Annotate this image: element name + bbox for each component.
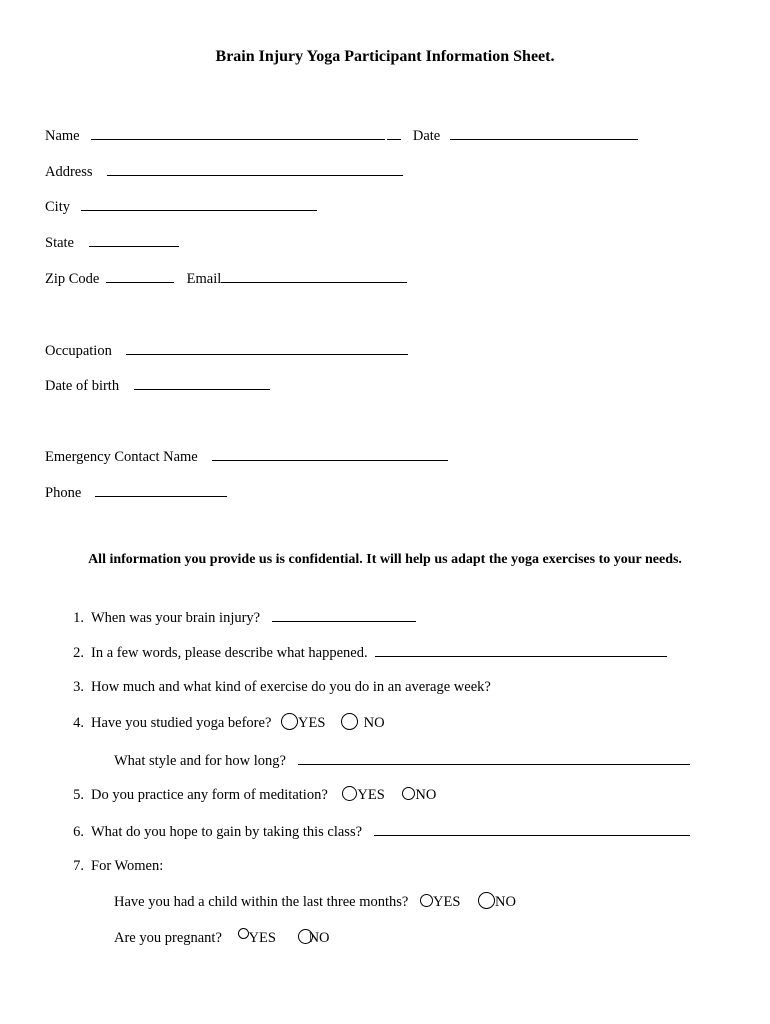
date-label: Date xyxy=(412,128,441,144)
form-title: Brain Injury Yoga Participant Information Sheet. xyxy=(215,48,555,65)
email-input[interactable] xyxy=(221,268,371,283)
phone-row xyxy=(45,482,227,502)
no-label: NO xyxy=(308,930,330,946)
occupation-label: Occupation xyxy=(45,343,112,359)
question-6 xyxy=(62,821,690,841)
yes-label: YES xyxy=(298,715,326,731)
zip-email-row xyxy=(45,268,407,288)
question-text: What do you hope to gain by taking this class? xyxy=(91,824,363,840)
emergency-row xyxy=(45,446,448,466)
question-number: 1. xyxy=(73,610,84,626)
email-label: Email xyxy=(186,271,222,287)
name-input-extra xyxy=(387,125,401,140)
question-subtext: What style and for how long? xyxy=(114,753,286,769)
yes-label: YES xyxy=(248,930,276,946)
question-text: Have you studied yoga before? xyxy=(91,715,272,731)
city-row xyxy=(45,196,317,216)
question-number: 7. xyxy=(73,858,84,874)
city-input[interactable] xyxy=(81,196,253,211)
confidential-notice: All information you provide us is confidential. It will help us adapt the yoga exercises to your needs. xyxy=(88,552,682,567)
phone-input[interactable] xyxy=(95,482,227,497)
question-text: For Women: xyxy=(91,858,164,874)
question-text: When was your brain injury? xyxy=(91,610,261,626)
address-input-extra xyxy=(347,161,403,176)
question-7-sub-1 xyxy=(114,892,516,911)
question-2 xyxy=(62,642,667,662)
dob-input[interactable] xyxy=(134,375,262,390)
name-label: Name xyxy=(45,128,80,144)
injury-description-input[interactable] xyxy=(375,642,667,657)
child-yes-radio[interactable] xyxy=(420,894,433,907)
dob-row xyxy=(45,375,270,395)
question-7-sub-2 xyxy=(114,928,330,947)
occupation-row xyxy=(45,340,408,360)
yes-label: YES xyxy=(432,894,461,910)
class-goal-input[interactable] xyxy=(374,821,690,836)
meditation-no-radio[interactable] xyxy=(402,787,415,800)
no-label: NO xyxy=(363,715,385,731)
date-input-extra xyxy=(586,125,638,140)
zip-input[interactable] xyxy=(106,268,174,283)
question-7 xyxy=(62,857,163,875)
question-4-sub xyxy=(114,750,690,770)
question-number: 6. xyxy=(73,824,84,840)
question-4 xyxy=(62,713,385,732)
question-subtext: Have you had a child within the last three months? xyxy=(114,894,409,910)
address-row xyxy=(45,161,403,181)
question-number: 4. xyxy=(73,715,84,731)
question-number: 3. xyxy=(73,679,84,695)
meditation-yes-radio[interactable] xyxy=(342,786,357,801)
name-input[interactable] xyxy=(91,125,385,140)
address-input[interactable] xyxy=(107,161,347,176)
question-1 xyxy=(62,607,416,627)
question-5 xyxy=(62,786,436,804)
child-no-radio[interactable] xyxy=(478,892,495,909)
state-input[interactable] xyxy=(89,232,179,247)
pregnant-yes-radio[interactable] xyxy=(238,928,249,939)
state-label: State xyxy=(45,235,74,251)
zip-label: Zip Code xyxy=(45,271,100,287)
yoga-no-radio[interactable] xyxy=(341,713,358,730)
email-input-extra xyxy=(371,268,407,283)
yoga-style-input[interactable] xyxy=(298,750,690,765)
question-number: 5. xyxy=(73,787,84,803)
yes-label: YES xyxy=(357,787,385,803)
yoga-yes-radio[interactable] xyxy=(281,713,298,730)
dob-input-extra xyxy=(262,375,270,390)
phone-label: Phone xyxy=(45,485,82,501)
address-label: Address xyxy=(45,164,93,180)
city-input-extra xyxy=(253,196,317,211)
question-text: In a few words, please describe what happened. xyxy=(91,645,368,661)
date-input[interactable] xyxy=(450,125,586,140)
injury-date-input[interactable] xyxy=(272,607,416,622)
question-subtext: Are you pregnant? xyxy=(114,930,222,946)
emergency-name-input[interactable] xyxy=(212,446,448,461)
name-row xyxy=(45,125,638,145)
state-row xyxy=(45,232,179,252)
no-label: NO xyxy=(495,894,516,910)
question-text: Do you practice any form of meditation? xyxy=(91,787,328,803)
occupation-input[interactable] xyxy=(126,340,346,355)
no-label: NO xyxy=(415,787,437,803)
question-3 xyxy=(62,678,491,696)
city-label: City xyxy=(45,199,70,215)
question-number: 2. xyxy=(73,645,84,661)
occupation-input-extra xyxy=(346,340,408,355)
dob-label: Date of birth xyxy=(45,378,120,394)
question-text: How much and what kind of exercise do you do in an average week? xyxy=(91,679,491,695)
emergency-name-label: Emergency Contact Name xyxy=(45,449,198,465)
